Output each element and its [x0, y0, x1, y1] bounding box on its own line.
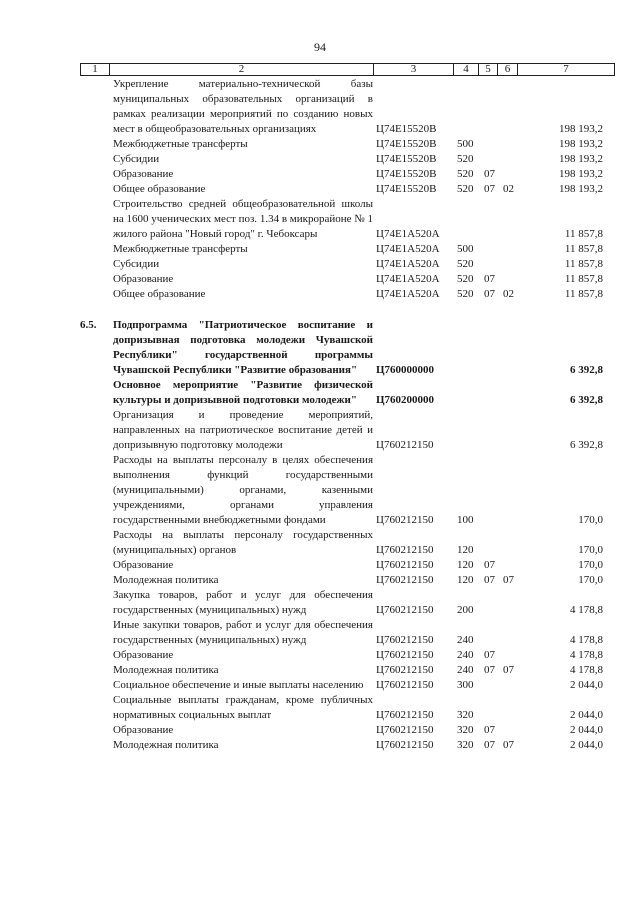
row-expense-type: 520 — [457, 153, 474, 165]
row-amount: 2 044,0 — [570, 679, 603, 691]
table-row — [0, 257, 640, 272]
row-code: Ц74Е1А520А — [376, 258, 440, 270]
row-expense-type: 320 — [457, 709, 474, 721]
row-expense-type: 240 — [457, 634, 474, 646]
table-row — [0, 137, 640, 152]
row-expense-type: 520 — [457, 183, 474, 195]
row-code: Ц74Е1А520А — [376, 228, 440, 240]
table-row — [0, 272, 640, 287]
row-amount: 11 857,8 — [564, 228, 603, 240]
row-name: Молодежная политика — [113, 574, 219, 586]
table-row — [0, 408, 640, 453]
table-header — [80, 63, 615, 77]
table-row — [0, 648, 640, 663]
row-subsection: 07 — [503, 739, 514, 751]
header-col-2: 2 — [109, 63, 374, 76]
row-name: Социальное обеспечение и иные выплаты населению — [113, 679, 364, 691]
row-expense-type: 520 — [457, 288, 474, 300]
table-row — [0, 77, 640, 137]
row-code: Ц760212150 — [376, 724, 434, 736]
table-row — [0, 558, 640, 573]
table-row — [0, 678, 640, 693]
row-amount: 170,0 — [578, 544, 603, 556]
header-col-7: 7 — [517, 63, 615, 76]
table-row — [0, 182, 640, 197]
row-amount: 6 392,8 — [570, 439, 603, 451]
row-section: 07 — [484, 664, 495, 676]
row-amount: 198 193,2 — [559, 183, 603, 195]
row-section: 07 — [484, 574, 495, 586]
row-name: Расходы на выплаты персоналу государственных (муниципальных) органов — [113, 529, 373, 556]
table-row — [0, 318, 640, 378]
header-col-5: 5 — [478, 63, 498, 76]
row-section: 07 — [484, 649, 495, 661]
row-code: Ц760212150 — [376, 664, 434, 676]
row-amount: 2 044,0 — [570, 724, 603, 736]
table-row — [0, 588, 640, 618]
row-name: Общее образование — [113, 288, 206, 300]
row-amount: 6 392,8 — [570, 364, 603, 376]
row-code: Ц760212150 — [376, 574, 434, 586]
row-name: Социальные выплаты гражданам, кроме публичных нормативных социальных выплат — [113, 694, 373, 721]
table-row — [0, 528, 640, 558]
table-row — [0, 573, 640, 588]
row-expense-type: 120 — [457, 574, 474, 586]
row-code: Ц760000000 — [376, 364, 435, 376]
row-subsection: 07 — [503, 574, 514, 586]
table-row — [0, 152, 640, 167]
row-code: Ц760212150 — [376, 604, 434, 616]
table-row — [0, 738, 640, 753]
row-name: Образование — [113, 273, 174, 285]
row-code: Ц760212150 — [376, 634, 434, 646]
row-expense-type: 520 — [457, 258, 474, 270]
row-name: Межбюджетные трансферты — [113, 243, 248, 255]
row-code: Ц74Е1А520А — [376, 243, 440, 255]
row-expense-type: 320 — [457, 724, 474, 736]
row-code: Ц74Е15520В — [376, 138, 437, 150]
row-name: Межбюджетные трансферты — [113, 138, 248, 150]
row-amount: 170,0 — [578, 559, 603, 571]
row-expense-type: 120 — [457, 544, 474, 556]
row-amount: 4 178,8 — [570, 604, 603, 616]
row-name: Основное мероприятие "Развитие физической культуры и допризывной подготовки молодежи" — [113, 379, 373, 406]
row-amount: 170,0 — [578, 514, 603, 526]
row-expense-type: 240 — [457, 664, 474, 676]
row-expense-type: 100 — [457, 514, 474, 526]
row-amount: 198 193,2 — [559, 138, 603, 150]
row-name: Организация и проведение мероприятий, направленных на патриотическое воспитание детей и допризывную подготовку молодежи — [113, 409, 373, 451]
row-code: Ц760212150 — [376, 544, 434, 556]
row-amount: 11 857,8 — [564, 258, 603, 270]
budget-table-body — [0, 77, 640, 753]
header-col-3: 3 — [373, 63, 454, 76]
header-col-4: 4 — [453, 63, 479, 76]
row-expense-type: 300 — [457, 679, 474, 691]
row-code: Ц74Е1А520А — [376, 273, 440, 285]
row-name: Иные закупки товаров, работ и услуг для обеспечения государственных (муниципальных) нужд — [113, 619, 373, 646]
table-row — [0, 618, 640, 648]
row-amount: 198 193,2 — [559, 153, 603, 165]
row-name: Укрепление материально-технической базы муниципальных образовательных организаций в рамках реализации мероприятий по созданию новых мест в общеобразовательных организациях — [113, 78, 373, 135]
row-amount: 4 178,8 — [570, 634, 603, 646]
row-code: Ц760200000 — [376, 394, 435, 406]
row-code: Ц760212150 — [376, 439, 434, 451]
row-amount: 6 392,8 — [570, 394, 603, 406]
row-subsection: 02 — [503, 288, 514, 300]
row-code: Ц760212150 — [376, 649, 434, 661]
table-row — [0, 287, 640, 302]
table-row — [0, 663, 640, 678]
row-expense-type: 520 — [457, 273, 474, 285]
table-row — [0, 378, 640, 408]
row-section: 07 — [484, 183, 495, 195]
row-code: Ц760212150 — [376, 709, 434, 721]
row-amount: 4 178,8 — [570, 664, 603, 676]
row-section: 07 — [484, 273, 495, 285]
row-expense-type: 500 — [457, 243, 474, 255]
row-name: Закупка товаров, работ и услуг для обеспечения государственных (муниципальных) нужд — [113, 589, 373, 616]
table-row — [0, 693, 640, 723]
row-code: Ц760212150 — [376, 739, 434, 751]
row-code: Ц760212150 — [376, 559, 434, 571]
row-name: Образование — [113, 168, 174, 180]
row-subsection: 02 — [503, 183, 514, 195]
row-code: Ц74Е15520В — [376, 153, 437, 165]
row-expense-type: 320 — [457, 739, 474, 751]
row-name: Субсидии — [113, 153, 160, 165]
row-section: 07 — [484, 288, 495, 300]
row-code: Ц760212150 — [376, 679, 434, 691]
row-amount: 2 044,0 — [570, 709, 603, 721]
table-row — [0, 453, 640, 528]
row-amount: 11 857,8 — [564, 243, 603, 255]
row-section: 07 — [484, 739, 495, 751]
row-code: Ц74Е15520В — [376, 123, 437, 135]
row-name: Субсидии — [113, 258, 160, 270]
table-row — [0, 723, 640, 738]
row-subsection: 07 — [503, 664, 514, 676]
row-expense-type: 200 — [457, 604, 474, 616]
row-number: 6.5. — [80, 319, 97, 331]
row-name: Образование — [113, 649, 174, 661]
row-code: Ц74Е15520В — [376, 183, 437, 195]
row-expense-type: 500 — [457, 138, 474, 150]
row-amount: 198 193,2 — [559, 168, 603, 180]
table-row — [0, 242, 640, 257]
row-name: Молодежная политика — [113, 739, 219, 751]
row-amount: 170,0 — [578, 574, 603, 586]
row-code: Ц74Е1А520А — [376, 288, 440, 300]
page-number: 94 — [314, 40, 326, 54]
row-amount: 11 857,8 — [564, 288, 603, 300]
row-amount: 198 193,2 — [559, 123, 603, 135]
row-name: Строительство средней общеобразовательной школы на 1600 ученических мест поз. 1.34 в микрорайоне № 1 жилого района "Новый город" г. Чебоксары — [113, 198, 373, 240]
row-section: 07 — [484, 724, 495, 736]
row-section: 07 — [484, 559, 495, 571]
table-row — [0, 167, 640, 182]
row-code: Ц760212150 — [376, 514, 434, 526]
row-amount: 2 044,0 — [570, 739, 603, 751]
header-col-1: 1 — [80, 63, 110, 76]
row-name: Образование — [113, 724, 174, 736]
row-name: Подпрограмма "Патриотическое воспитание и допризывная подготовка молодежи Чувашской Республики" государственной программы Чувашской Республики "Развитие образования" — [113, 319, 373, 376]
row-amount: 11 857,8 — [564, 273, 603, 285]
row-expense-type: 240 — [457, 649, 474, 661]
section-spacer — [0, 302, 640, 318]
row-expense-type: 520 — [457, 168, 474, 180]
row-name: Расходы на выплаты персоналу в целях обеспечения выполнения функций государственными (муниципальными) органами, казенными учреждениями, органами управления государственными внебюджетными фондами — [113, 454, 373, 526]
row-name: Образование — [113, 559, 174, 571]
row-code: Ц74Е15520В — [376, 168, 437, 180]
header-col-6: 6 — [497, 63, 518, 76]
row-name: Молодежная политика — [113, 664, 219, 676]
row-section: 07 — [484, 168, 495, 180]
table-row — [0, 197, 640, 242]
row-name: Общее образование — [113, 183, 206, 195]
row-expense-type: 120 — [457, 559, 474, 571]
row-amount: 4 178,8 — [570, 649, 603, 661]
